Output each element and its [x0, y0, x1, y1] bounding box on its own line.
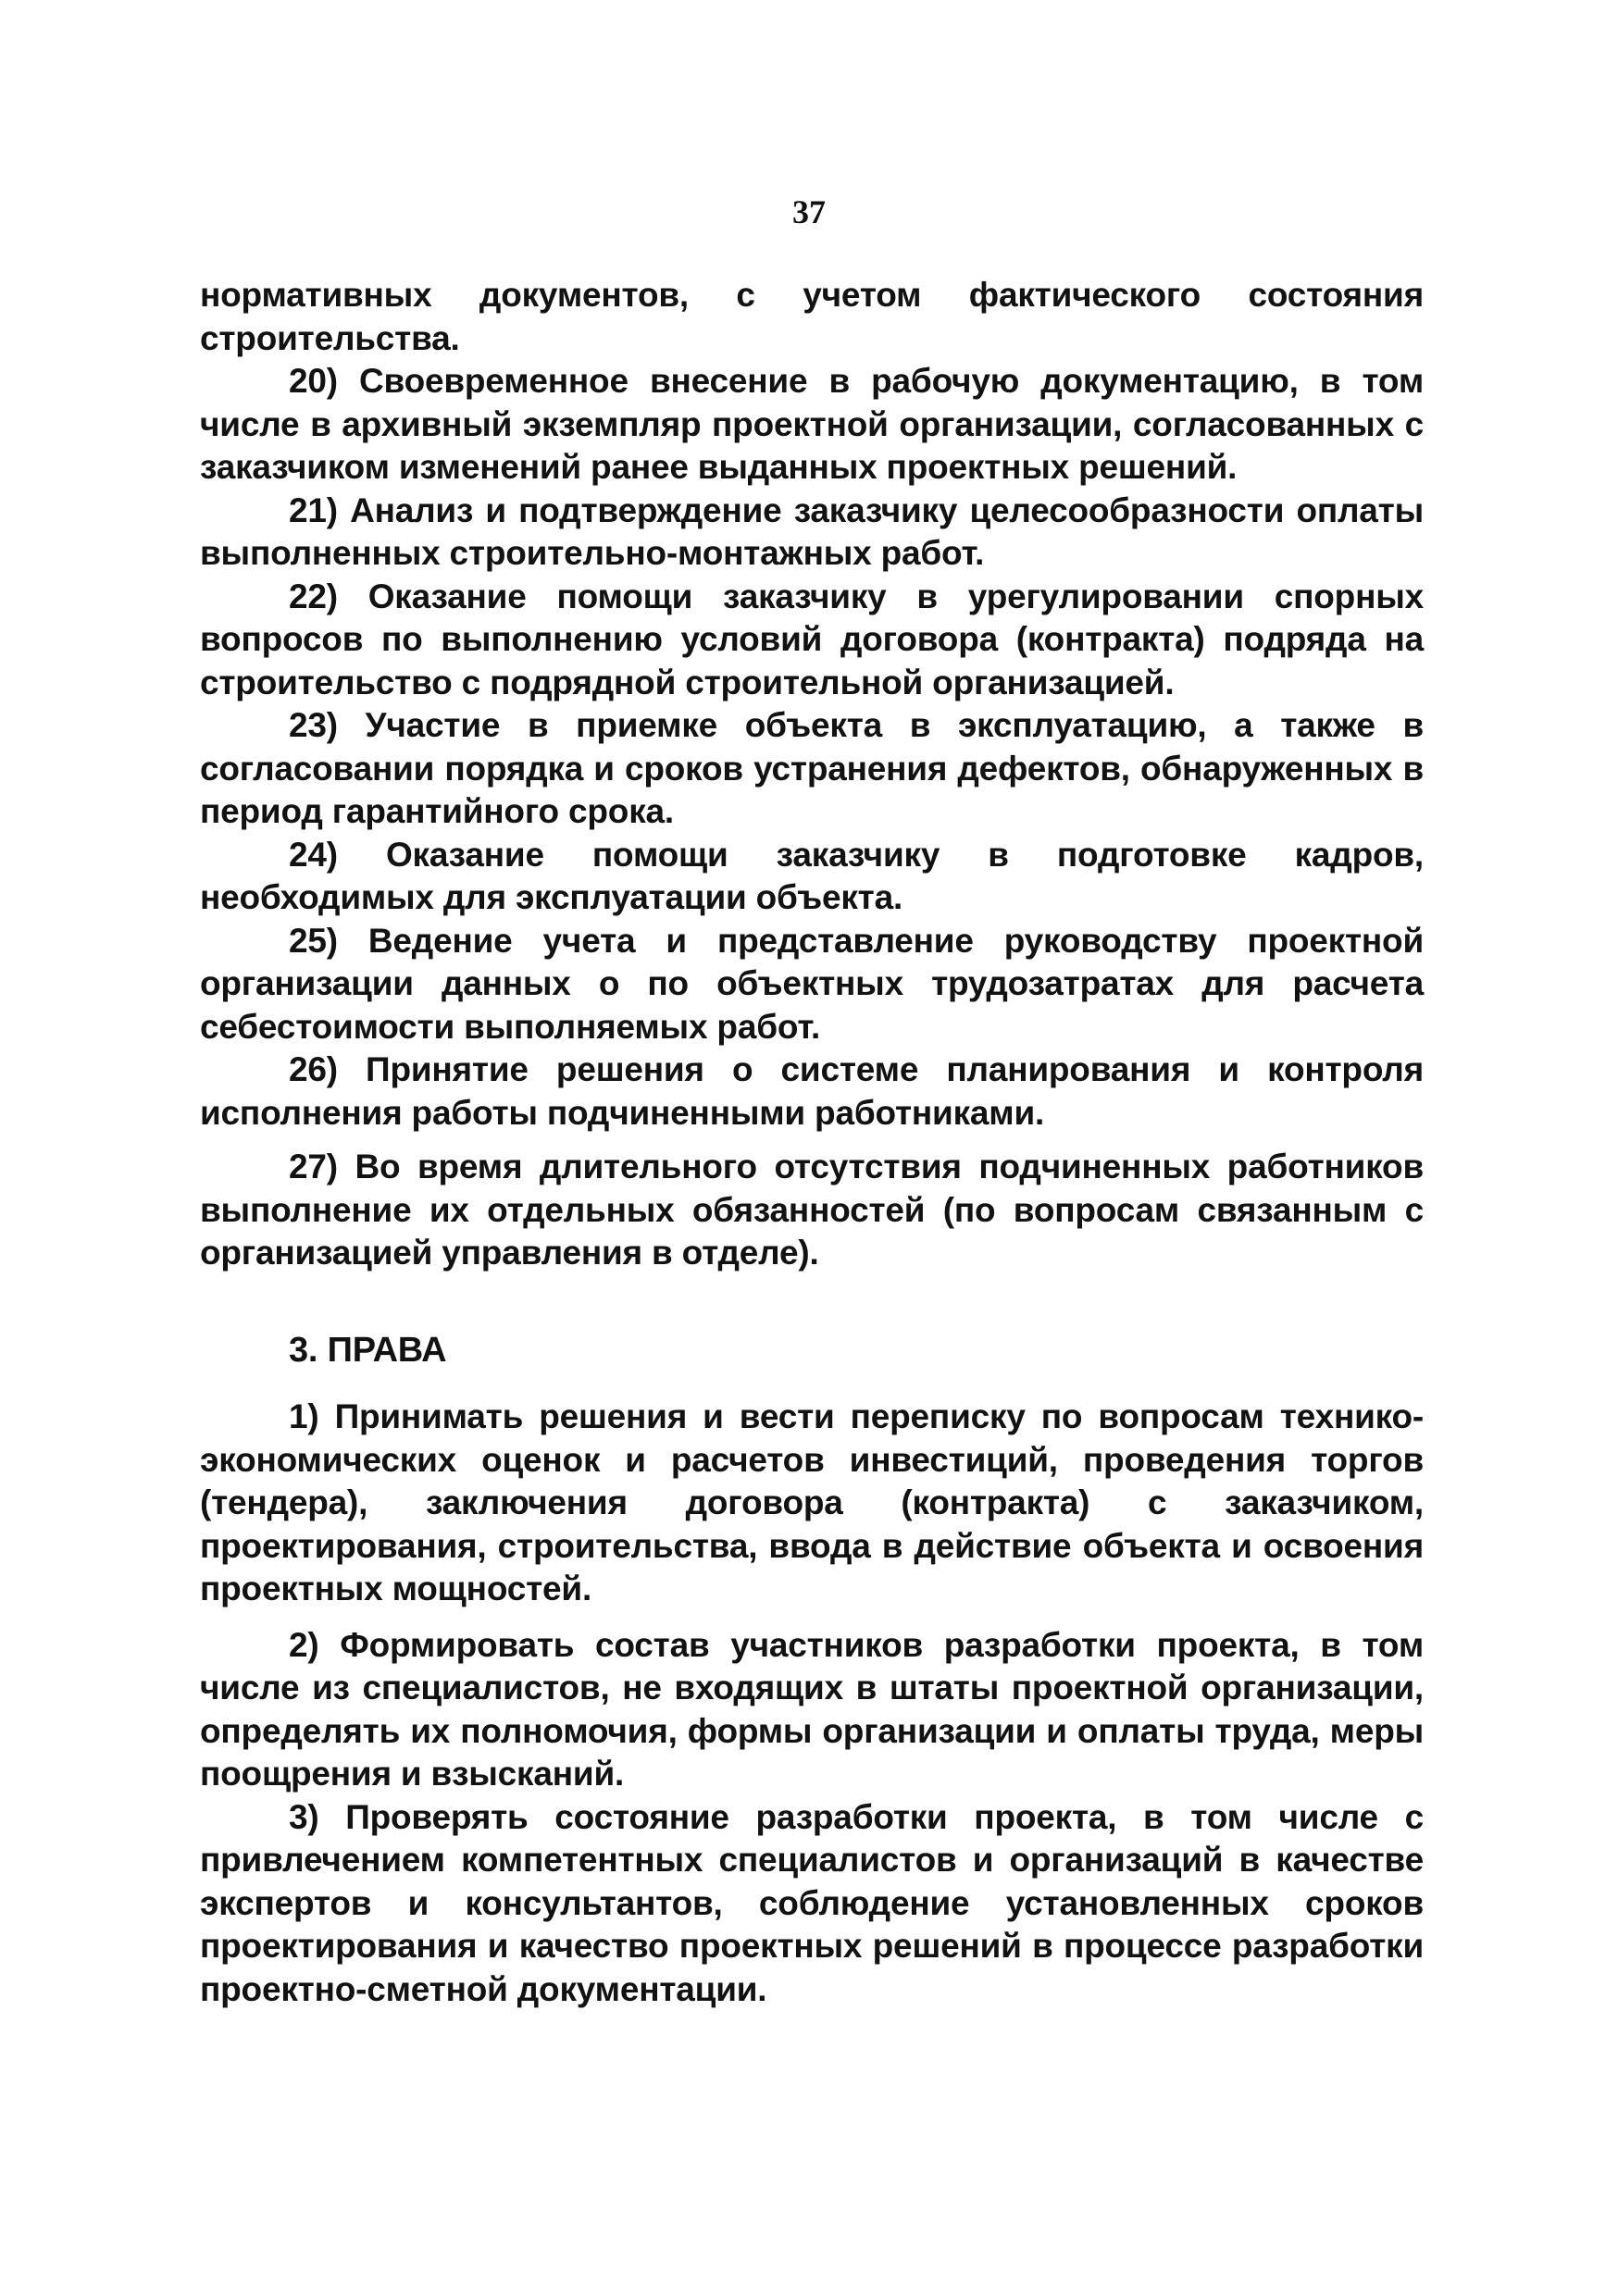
duty-item-23: 23) Участие в приемке объекта в эксплуатацию, а также в согласовании порядка и сроков устранения дефектов, обнаруженных в период гарантийного срока. — [200, 706, 1424, 830]
duty-item-21: 21) Анализ и подтверждение заказчику целесообразности оплаты выполненных строительно-монтажных работ. — [200, 490, 1424, 572]
duty-item-27: 27) Во время длительного отсутствия подчиненных работников выполнение их отдельных обязанностей (по вопросам связанным с организацией управления в отделе). — [200, 1148, 1424, 1272]
rights-item-1: 1) Принимать решения и вести переписку по вопросам технико-экономических оценок и расчетов инвестиций, проведения торгов (тендера), заключения договора (контракта) с заказчиком, проектирования, строительства, ввода в действие объекта и освоения проектных мощностей. — [200, 1397, 1424, 1607]
duty-item-20: 20) Своевременное внесение в рабочую документацию, в том числе в архивный экземпляр проектной организации, согласованных с заказчиком изменений ранее выданных проектных решений. — [200, 362, 1424, 486]
rights-item-2: 2) Формировать состав участников разработки проекта, в том числе из специалистов, не входящих в штаты проектной организации, определять их полномочия, формы организации и оплаты труда, меры поощрения и взысканий. — [200, 1625, 1424, 1793]
duty-item-25: 25) Ведение учета и представление руководству проектной организации данных о по объектных трудозатратах для расчета себестоимости выполняемых работ. — [200, 921, 1424, 1046]
duty-item-22: 22) Оказание помощи заказчику в урегулировании спорных вопросов по выполнению условий договора (контракта) подряда на строительство с подрядной строительной организацией. — [200, 577, 1424, 701]
rights-heading: 3. ПРАВА — [289, 1330, 447, 1370]
page-body — [200, 274, 1424, 2024]
duty-item-26: 26) Принятие решения о системе планирования и контроля исполнения работы подчиненными работниками. — [200, 1050, 1424, 1132]
page-number: 37 — [792, 193, 826, 230]
duties-continuation: нормативных документов, с учетом фактического состояния строительства. — [200, 276, 1424, 357]
rights-list — [200, 1396, 1424, 2011]
rights-item-3: 3) Проверять состояние разработки проекта, в том числе с привлечением компетентных специалистов и организаций в качестве экспертов и консультантов, соблюдение установленных сроков проектирования и качество проектных решений в процессе разработки проектно-сметной документации. — [200, 1797, 1424, 2008]
duty-item-24: 24) Оказание помощи заказчику в подготовке кадров, необходимых для эксплуатации объекта. — [200, 835, 1424, 916]
duties-list — [200, 274, 1424, 1275]
